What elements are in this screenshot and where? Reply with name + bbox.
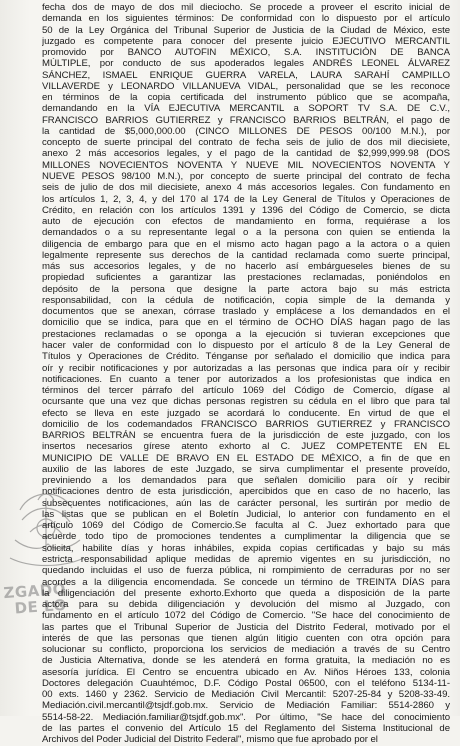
text-line: notificaciones. En cuanto a tener por autorizados a los profesionistas que indica en — [42, 373, 450, 385]
text-line: demandando en la VÍA EJECUTIVA MERCANTIL a SOPORT TV S.A. DE C.V., — [42, 103, 450, 115]
text-line: actora para su debida diligenciación y devolución del mismo al Juzgado, con — [42, 599, 450, 611]
text-line: demanda en los siguientes términos: De conformidad con lo dispuesto por el artículo — [42, 13, 450, 25]
text-line: subsecuentes notificaciones, aún las de carácter personal, les surtirán por medio de — [42, 497, 450, 509]
text-line: legalmente represente sus derechos de la cantidad reclamada como suerte principal, — [42, 249, 450, 261]
text-line: artículo 1069 del Código de Comercio.Se faculta al C. Juez exhortado para que — [42, 520, 450, 532]
text-line: responsabilidad, con la cédula de notificación, copia simple de la demanda y — [42, 294, 450, 306]
text-line: hacer valer de conformidad con lo dispuesto por el artículo 8 de la Ley General de — [42, 339, 450, 351]
text-line: SÁNCHEZ, ISMAEL ENRIQUE GUERRA VARELA, LAURA SARAHÍ CAMPILLO — [42, 69, 450, 81]
text-line: domicilio de los codemandados FRANCISCO BARRIOS GUTIERREZ y FRANCISCO — [42, 418, 450, 430]
text-line: MÚLTIPLE, por conducto de sus apoderados legales ANDRÉS LEONEL ÁLVAREZ — [42, 58, 450, 70]
text-line: interés de que las personas que tienen algún litigio cuenten con otra opción para — [42, 632, 450, 644]
text-line: domicilio que se indica, para que en el término de OCHO DÍAS hagan pago de las — [42, 317, 450, 329]
text-line: concepto de suerte principal del contrato de fecha seis de julio de dos mil diecisiete, — [42, 137, 450, 149]
seal-caption-line: ZGADO — [2, 579, 67, 603]
text-line: más sus accesorios legales, y de no hacerlo así embárgueseles bienes de su — [42, 261, 450, 273]
text-line: Crédito, en relación con los artículos 1391 y 1396 del Código de Comercio, se dicta — [42, 204, 450, 216]
text-line: asesoría jurídica. El Centro se encuentra ubicado en Av. Niños Héroes 133, colonia — [42, 666, 450, 678]
text-line: previniendo a los demandados para que señalen domicilio para oír y recibir — [42, 475, 450, 487]
text-line: 50 de la Ley Orgánica del Tribunal Superior de Justicia de la Ciudad de México, este — [42, 24, 450, 36]
text-line: depósito de la persona que designe la parte actora bajo su más estricta — [42, 283, 450, 295]
text-line: demandados o a su representante legal o a la persona con quien se entienda la — [42, 227, 450, 239]
text-line: NUEVE PESOS 98/100 M.N.), por concepto de suerte principal del contrato de fecha — [42, 170, 450, 182]
text-line: auto de ejecución con efectos de mandamiento en forma, requiérase a los — [42, 216, 450, 228]
seal-caption-line: DE LO — [13, 595, 68, 618]
text-line: solicita, habilite días y horas inhábiles, expida copias certificadas y bajo su más — [42, 542, 450, 554]
text-line: 00 exts. 1460 y 2362. Servicio de Mediación Civil Mercantil: 5207-25-84 y 5208-33-49. — [42, 689, 450, 701]
text-line: Doctores delegación Cuauhtémoc, D.F. Código Postal 06500, con el teléfono 5134-11- — [42, 677, 450, 689]
text-line: prestaciones reclamadas o se oponga a la ejecución si tuvieran excepciones que — [42, 328, 450, 340]
text-line: ocursante que una vez que dichas personas registren su cédula en el libro que para tal — [42, 396, 450, 408]
text-line: acordes a la diligencia encomendada. Se concede un término de TREINTA DÍAS para — [42, 576, 450, 588]
text-line: los artículos 1, 2, 3, 4, y del 170 al 174 de la Ley General de Títulos y Operaciones de — [42, 193, 450, 205]
text-line: propiedad suficientes a garantizar las prestaciones reclamadas, poniéndolos en — [42, 272, 450, 284]
text-line: fecha dos de mayo de dos mil dieciocho. Se procede a proveer el escrito inicial de — [42, 2, 450, 13]
text-line: diligencia de embargo para que en el mismo acto hagan pago a la actora o a quien — [42, 238, 450, 250]
text-line: de las partes el convenio del Artículo 15 del Reglamento del Sistema Institucional de — [42, 723, 450, 734]
text-line: fundamento en el artículo 1072 del Código de Comercio. "Se hace del conocimiento de — [42, 610, 450, 622]
text-line: la diligenciación del presente exhorto.Exhorto que queda a disposición de la parte — [42, 587, 450, 599]
text-line: solucionar su conflicto, proporciona los servicios de mediación a través de su Centro — [42, 644, 450, 656]
text-line: notificaciones dentro de esta jurisdicción, apercibidos que en caso de no hacerlo, las — [42, 486, 450, 498]
text-line: en términos de la copia certificada del instrumento público que se acompaña, — [42, 92, 450, 104]
text-line: la cantidad de $5,000,000.00 (CINCO MILLONES DE PESOS 00/100 M.N.), por — [42, 125, 450, 137]
text-line: de Justicia Alternativa, donde se les atenderá en forma gratuita, la mediación no es — [42, 655, 450, 667]
text-line: Títulos y Operaciones de Crédito. Ténganse por señalado el domicilio que indica para — [42, 351, 450, 363]
text-line: términos del tercer párrafo del artículo 1069 del Código de Comercio, dígase al — [42, 385, 450, 397]
text-line: efecto se lleva en este juzgado se acordará lo conducente. En virtud de que el — [42, 407, 450, 419]
text-line: juzgado es competente para conocer del presente juicio EJECUTIVO MERCANTIL — [42, 35, 450, 47]
text-line: oír y recibir notificaciones y por autorizadas a las personas que indica para oír y recibir — [42, 362, 450, 374]
text-line: MUNICIPIO DE VALLE DE BRAVO EN EL ESTADO DE MÉXICO, a fin de que en — [42, 452, 450, 464]
text-line: insertos necesarios gírese atento exhorto al C. JUEZ COMPETENTE EN EL — [42, 441, 450, 453]
text-line: estricta responsabilidad aplique medidas de apremio vigentes en su jurisdicción, no — [42, 554, 450, 566]
text-line: VILLAVERDE y LEONARDO VILLANUEVA VIDAL, personalidad que se les reconoce — [42, 80, 450, 92]
text-line: seis de julio de dos mil diecisiete, anexo 4 más accesorios legales. Con fundamento en — [42, 182, 450, 194]
text-line: auxilio de las labores de este Juzgado, se sirva cumplimentar el presente proveído, — [42, 463, 450, 475]
document-body-text — [42, 2, 450, 746]
text-line: Archivos del Poder Judicial del Distrito Federal", mismo que fue aprobado por el — [42, 734, 378, 746]
text-line: 5514-58-22. Mediación.familiar@tsjdf.gob.mx". Por último, "Se hace del conocimiento — [42, 711, 450, 723]
text-line: MILLONES NOVECIENTOS NOVENTA Y NUEVE MIL NOVECIENTOS NOVENTA Y — [42, 159, 450, 171]
text-line: BARRIOS BELTRÁN se encuentra fuera de la jurisdicción de este juzgado, con los — [42, 430, 450, 442]
text-line: acuerde todo tipo de promociones tendentes a cumplimentar la diligencia que se — [42, 531, 450, 543]
text-line: documentos que se anexan, córrase traslado y emplácese a los demandados en el — [42, 306, 450, 318]
text-line: promovido por BANCO AUTOFIN MÉXICO, S.A. INSTITUCIÓN DE BANCA — [42, 47, 450, 59]
text-line: las partes que el Tribunal Superior de Justicia del Distrito Federal, motivado por el — [42, 621, 450, 633]
text-line: Mediación.civil.mercantil@tsjdf.gob.mx. Servicio de Mediación Familiar: 5514-2860 y — [42, 700, 450, 712]
text-line: anexo 2 más accesorios legales, y el pago de la cantidad de $2,999,999.98 (DOS — [42, 148, 450, 160]
text-line: las listas que se publican en el Boletín Judicial, lo anterior con fundamento en el — [42, 508, 450, 520]
text-line: FRANCISCO BARRIOS GUTIERREZ y FRANCISCO BARRIOS BELTRÁN, el pago de — [42, 114, 450, 126]
text-line: quedando incluidas el uso de fuerza pública, ni rompimiento de cerraduras por no ser — [42, 565, 450, 577]
